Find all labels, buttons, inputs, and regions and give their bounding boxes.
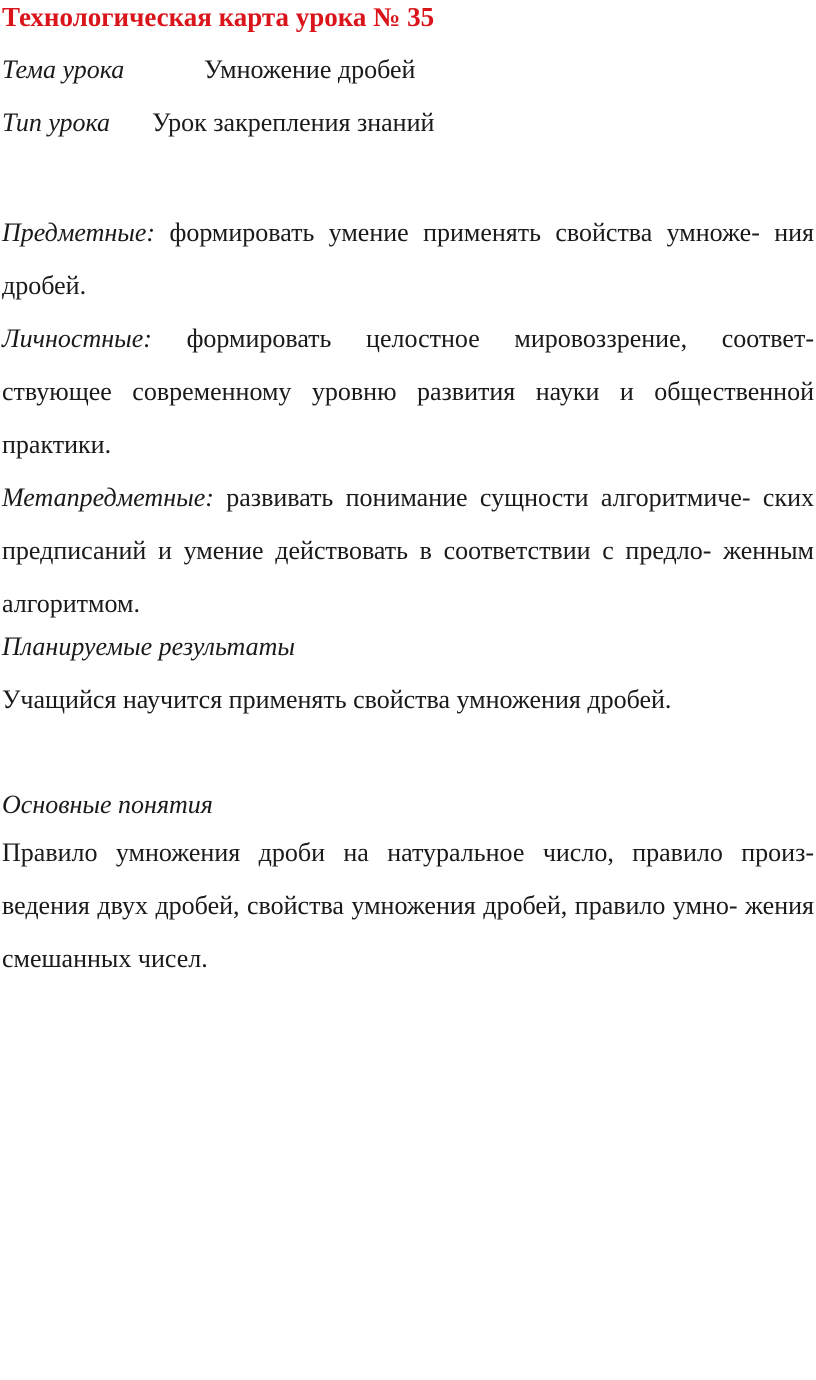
meta-goals-text: развивать понимание сущности алгоритмиче- ских предписаний и умение действовать в соответствии с предло- женным алгоритмом. [2,483,814,618]
personal-goals-text: формировать целостное мировоззрение, соответ- ствующее современному уровню развития науки и общественной практики. [2,324,814,459]
personal-goals-paragraph [2,312,814,471]
lesson-topic-label: Тема урока [2,55,125,84]
main-concepts-text: Правило умножения дроби на натуральное число, правило произ- ведения двух дробей, свойства умножения дробей, правило умно- жения смешанных чисел. [2,838,814,973]
lesson-type-row [2,108,435,138]
meta-goals-paragraph [2,471,814,630]
lesson-topic-row [2,55,416,85]
meta-goals-label: Метапредметные: [2,483,214,512]
lesson-topic-value: Умножение дробей [204,55,416,84]
planned-results-heading: Планируемые результаты [2,632,295,661]
subject-goals-text: формировать умение применять свойства умноже- ния дробей. [2,218,815,300]
subject-goals-label: Предметные: [2,218,156,247]
page-title: Технологическая карта урока № 35 [2,2,435,32]
planned-results-text: Учащийся научится применять свойства умножения дробей. [2,685,672,714]
subject-goals-paragraph [2,206,814,312]
lesson-type-label: Тип урока [2,108,111,137]
lesson-type-value: Урок закрепления знаний [152,108,435,137]
personal-goals-label: Личностные: [2,324,152,353]
main-concepts-heading: Основные понятия [2,790,213,819]
